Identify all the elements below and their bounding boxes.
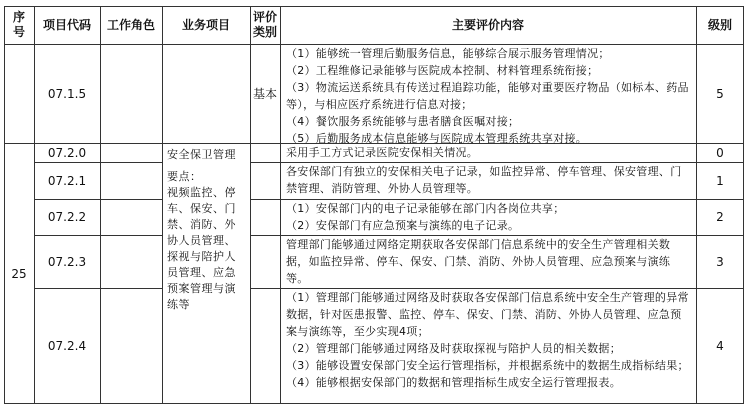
content-07-2-2 (280, 199, 696, 235)
evaluation-table (4, 6, 744, 404)
content-item: 管理部门能够通过网络定期获取各安保部门信息系统中的安全生产管理相关数据，如监控异常、停车、保安、门禁、消防、外协人员管理、应急预案与演练等。 (286, 238, 671, 285)
grid-line (250, 199, 744, 200)
seq-25: 25 (11, 266, 27, 281)
level-07-1-5: 5 (716, 86, 724, 101)
content-item: （3）能够设置安保部门安全运行管理指标，并根据系统中的数据生成指标结果； (286, 359, 689, 372)
business-security-management (162, 143, 250, 404)
content-item: （1）安保部门内的电子记录能够在部门内各岗位共享； (286, 202, 565, 215)
grid-line (4, 6, 5, 404)
grid-line (280, 6, 281, 404)
grid-line (696, 6, 697, 404)
content-07-2-1 (280, 162, 696, 199)
code-07-2-4: 07.2.4 (47, 339, 87, 353)
header-business: 业务项目 (181, 17, 230, 32)
grid-line (250, 6, 251, 404)
content-item: （4）餐饮服务系统能够与患者膳食医嘱对接； (286, 115, 520, 128)
grid-line (4, 143, 744, 144)
content-07-2-4 (280, 288, 696, 404)
grid-line (250, 235, 744, 236)
level-07-2-4: 4 (716, 339, 724, 353)
grid-line (4, 403, 744, 404)
content-item: （2）工程维修记录能够与医院成本控制、材料管理系统衔接； (286, 64, 599, 77)
code-07-2-3: 07.2.3 (47, 254, 87, 269)
business-title: 安全保卫管理 (167, 148, 236, 161)
header-code: 项目代码 (42, 17, 91, 32)
grid-line (4, 6, 744, 7)
content-item: （4）能够根据安保部门的数据和管理指标生成安全运行管理报表。 (286, 376, 621, 389)
grid-line (34, 6, 35, 404)
content-item: （3）物流运送系统具有传送过程追踪功能，能够对重要医疗物品（如标本、药品等），与相应医疗系统进行信息对接； (286, 81, 689, 111)
header-category: 评价类别 (252, 10, 277, 39)
header-seq: 序号 (12, 10, 25, 39)
content-07-1-5 (280, 44, 696, 143)
code-07-2-2: 07.2.2 (47, 210, 87, 224)
content-item: （1）能够统一管理后勤服务信息，能够综合展示服务管理情况； (286, 47, 610, 60)
grid-line (34, 162, 162, 163)
content-item: （5）后勤服务成本信息能够与医院成本管理系统共享对接。 (286, 132, 588, 143)
grid-line (250, 288, 744, 289)
level-07-2-1: 1 (716, 173, 724, 188)
content-07-2-0 (280, 143, 696, 162)
grid-line (100, 6, 101, 404)
header-content: 主要评价内容 (451, 17, 524, 32)
content-item: （2）管理部门能够通过网络及时获取探视与陪护人员的相关数据； (286, 342, 621, 355)
header-role: 工作角色 (106, 17, 155, 32)
grid-line (34, 288, 162, 289)
business-points-text: 视频监控、停车、保安、门禁、消防、外协人员管理、探视与陪护人员管理、应急预案管理与演练等 (167, 186, 236, 311)
content-07-2-3 (280, 235, 696, 288)
grid-line (250, 162, 744, 163)
level-07-2-2: 2 (716, 210, 724, 224)
grid-line (743, 6, 744, 404)
level-07-2-3: 3 (716, 254, 724, 269)
content-item: 采用手工方式记录医院安保相关情况。 (286, 146, 479, 159)
category-basic: 基本 (252, 87, 277, 101)
content-item: （2）安保部门有应急预案与演练的电子记录。 (286, 219, 520, 232)
content-item: 各安保部门有独立的安保相关电子记录，如监控异常、停车管理、保安管理、门禁管理、消防管理、外协人员管理等。 (286, 165, 682, 195)
grid-line (34, 235, 162, 236)
code-07-2-0: 07.2.0 (47, 145, 87, 160)
code-07-2-1: 07.2.1 (47, 173, 87, 188)
code-07-1-5: 07.1.5 (47, 86, 87, 101)
business-points-label: 要点： (167, 170, 202, 183)
grid-line (34, 199, 162, 200)
grid-line (4, 44, 744, 45)
header-level: 级别 (707, 17, 732, 32)
content-item: （1）管理部门能够通过网络及时获取各安保部门信息系统中安全生产管理的异常数据，针对医患报警、监控、停车、保安、门禁、消防、外协人员管理、应急预案与演练等，至少实现4项； (286, 291, 689, 338)
level-07-2-0: 0 (716, 145, 724, 160)
grid-line (162, 6, 163, 404)
